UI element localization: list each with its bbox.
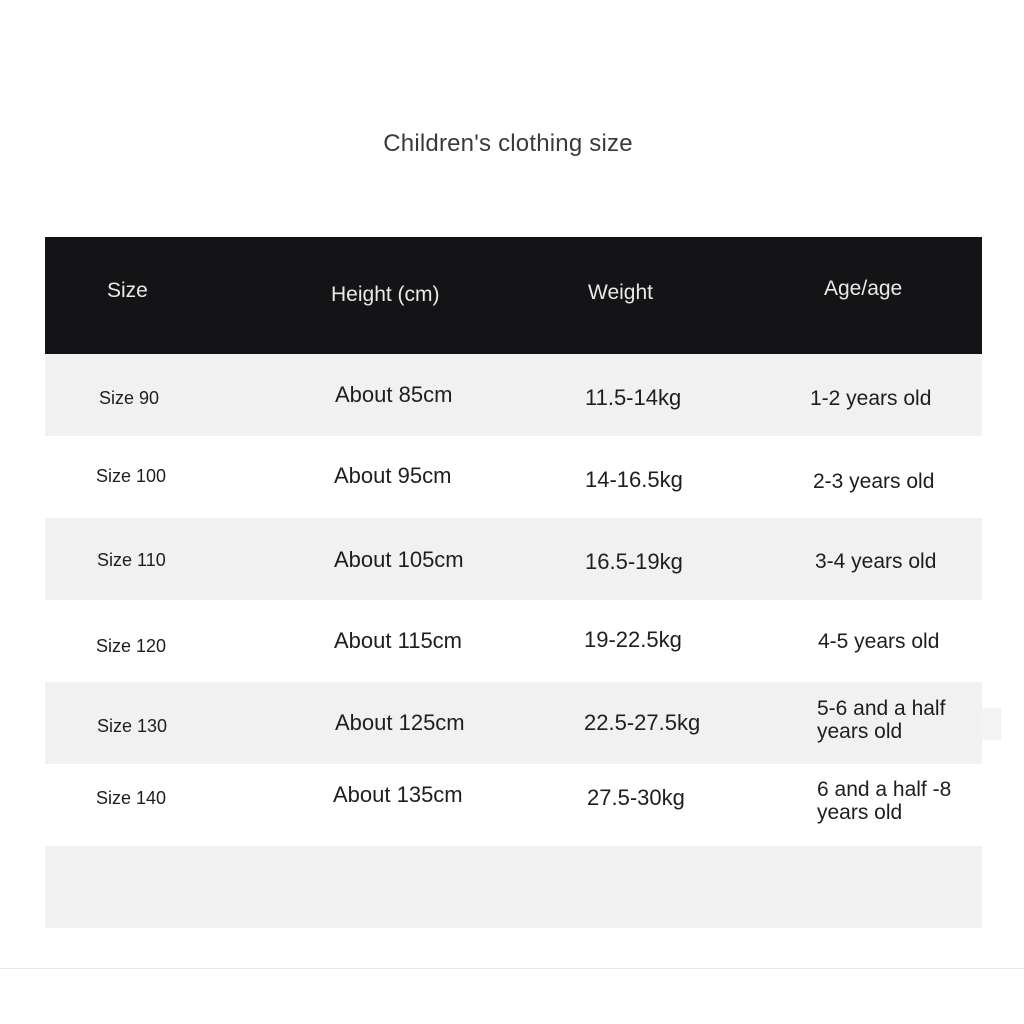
table-row bbox=[45, 518, 982, 600]
size-table bbox=[45, 237, 982, 928]
age-cell bbox=[817, 778, 951, 824]
empty-row bbox=[45, 846, 982, 928]
age-cell bbox=[815, 550, 936, 573]
age-cell bbox=[813, 470, 934, 493]
table-row bbox=[45, 600, 982, 682]
height-cell: About 135cm bbox=[333, 782, 463, 807]
height-cell: About 105cm bbox=[334, 547, 464, 572]
height-cell: About 125cm bbox=[335, 710, 465, 735]
age-line-1: 2-3 years old bbox=[813, 470, 935, 493]
size-cell: Size 90 bbox=[99, 388, 160, 408]
size-cell: Size 130 bbox=[97, 716, 168, 736]
weight-cell: 22.5-27.5kg bbox=[584, 710, 701, 735]
size-cell: Size 140 bbox=[96, 788, 167, 808]
age-cell bbox=[817, 697, 945, 743]
table-header bbox=[45, 237, 982, 354]
age-cell bbox=[818, 630, 939, 653]
age-line-1: 4-5 years old bbox=[818, 630, 940, 653]
age-cell bbox=[810, 387, 931, 410]
height-cell: About 95cm bbox=[334, 463, 452, 488]
table-row bbox=[45, 682, 982, 764]
table-row bbox=[45, 764, 982, 846]
header-height: Height (cm) bbox=[331, 283, 440, 306]
table-row bbox=[45, 354, 982, 436]
header-weight: Weight bbox=[588, 281, 653, 304]
age-line-2: years old bbox=[817, 720, 903, 743]
weight-cell: 11.5-14kg bbox=[585, 385, 682, 410]
size-cell: Size 110 bbox=[97, 550, 166, 570]
weight-cell: 14-16.5kg bbox=[585, 467, 683, 492]
side-tab bbox=[982, 708, 1001, 740]
age-line-1: 1-2 years old bbox=[810, 387, 932, 410]
age-line-1: 6 and a half -8 bbox=[817, 778, 952, 801]
header-age: Age/age bbox=[824, 277, 903, 300]
page-title: Children's clothing size bbox=[383, 130, 633, 157]
age-line-1: 3-4 years old bbox=[815, 550, 937, 573]
age-line-2: years old bbox=[817, 801, 903, 824]
divider bbox=[0, 968, 1024, 969]
size-cell: Size 120 bbox=[96, 636, 167, 656]
age-line-1: 5-6 and a half bbox=[817, 697, 946, 720]
header-size: Size bbox=[107, 279, 148, 302]
weight-cell: 16.5-19kg bbox=[585, 549, 683, 574]
size-cell: Size 100 bbox=[96, 466, 167, 486]
height-cell: About 85cm bbox=[335, 382, 453, 407]
weight-cell: 19-22.5kg bbox=[584, 627, 682, 652]
height-cell: About 115cm bbox=[334, 628, 463, 653]
weight-cell: 27.5-30kg bbox=[587, 785, 685, 810]
table-row bbox=[45, 436, 982, 518]
